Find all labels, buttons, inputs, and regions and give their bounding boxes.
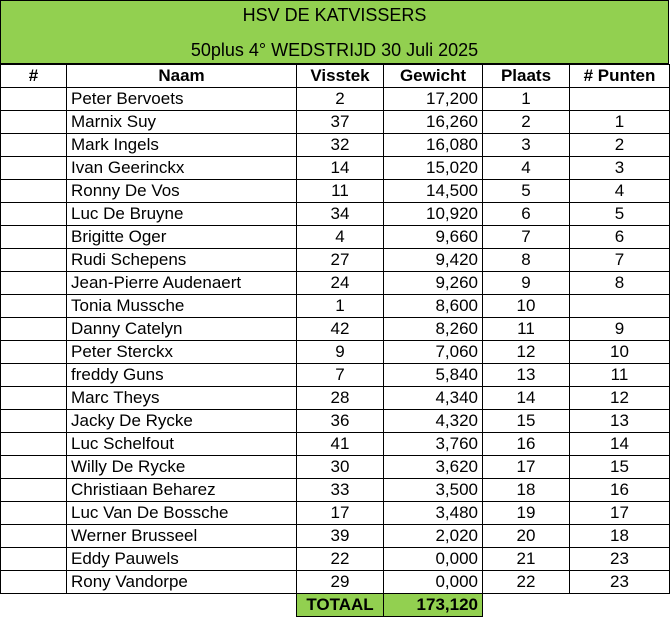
punten-cell: 2	[570, 134, 670, 157]
table-row	[1, 203, 670, 226]
angler-name: Jacky De Rycke	[67, 410, 297, 433]
punten-cell: 7	[570, 249, 670, 272]
row-num-cell	[1, 456, 67, 479]
angler-name: Willy De Rycke	[67, 456, 297, 479]
visstek-cell: 7	[297, 364, 384, 387]
gewicht-cell: 3,760	[384, 433, 483, 456]
row-num-cell	[1, 226, 67, 249]
visstek-cell: 2	[297, 88, 384, 111]
row-num-cell	[1, 410, 67, 433]
visstek-cell: 36	[297, 410, 384, 433]
punten-cell: 13	[570, 410, 670, 433]
punten-cell: 4	[570, 180, 670, 203]
col-header-punten: # Punten	[570, 65, 670, 88]
plaats-cell: 12	[483, 341, 570, 364]
gewicht-cell: 3,620	[384, 456, 483, 479]
plaats-cell: 4	[483, 157, 570, 180]
punten-cell: 10	[570, 341, 670, 364]
row-num-cell	[1, 341, 67, 364]
table-row	[1, 157, 670, 180]
row-num-cell	[1, 295, 67, 318]
angler-name: Brigitte Oger	[67, 226, 297, 249]
angler-name: Luc Schelfout	[67, 433, 297, 456]
plaats-cell: 7	[483, 226, 570, 249]
row-num-cell	[1, 88, 67, 111]
punten-cell: 23	[570, 571, 670, 594]
table-row	[1, 111, 670, 134]
plaats-cell: 3	[483, 134, 570, 157]
row-num-cell	[1, 502, 67, 525]
table-row	[1, 226, 670, 249]
visstek-cell: 9	[297, 341, 384, 364]
visstek-cell: 39	[297, 525, 384, 548]
punten-cell: 3	[570, 157, 670, 180]
plaats-cell: 20	[483, 525, 570, 548]
punten-cell: 11	[570, 364, 670, 387]
plaats-cell: 13	[483, 364, 570, 387]
angler-name: Ivan Geerinckx	[67, 157, 297, 180]
angler-name: Mark Ingels	[67, 134, 297, 157]
gewicht-cell: 4,340	[384, 387, 483, 410]
plaats-cell: 16	[483, 433, 570, 456]
table-row	[1, 134, 670, 157]
col-header-num: #	[1, 65, 67, 88]
angler-name: Werner Brusseel	[67, 525, 297, 548]
visstek-cell: 29	[297, 571, 384, 594]
row-num-cell	[1, 134, 67, 157]
visstek-cell: 37	[297, 111, 384, 134]
angler-name: Ronny De Vos	[67, 180, 297, 203]
visstek-cell: 30	[297, 456, 384, 479]
plaats-cell: 18	[483, 479, 570, 502]
table-row	[1, 479, 670, 502]
row-num-cell	[1, 272, 67, 295]
visstek-cell: 33	[297, 479, 384, 502]
angler-name: Rudi Schepens	[67, 249, 297, 272]
visstek-cell: 11	[297, 180, 384, 203]
gewicht-cell: 8,600	[384, 295, 483, 318]
punten-cell: 8	[570, 272, 670, 295]
visstek-cell: 28	[297, 387, 384, 410]
visstek-cell: 42	[297, 318, 384, 341]
punten-cell: 23	[570, 548, 670, 571]
angler-name: Peter Sterckx	[67, 341, 297, 364]
col-header-visstek: Visstek	[297, 65, 384, 88]
total-weight: 173,120	[384, 594, 483, 617]
visstek-cell: 32	[297, 134, 384, 157]
row-num-cell	[1, 111, 67, 134]
visstek-cell: 41	[297, 433, 384, 456]
gewicht-cell: 3,500	[384, 479, 483, 502]
gewicht-cell: 3,480	[384, 502, 483, 525]
club-title: HSV DE KATVISSERS	[242, 5, 427, 25]
table-row	[1, 410, 670, 433]
visstek-cell: 4	[297, 226, 384, 249]
col-header-plaats: Plaats	[483, 65, 570, 88]
gewicht-cell: 9,420	[384, 249, 483, 272]
punten-cell	[570, 88, 670, 111]
angler-name: Rony Vandorpe	[67, 571, 297, 594]
table-row	[1, 502, 670, 525]
plaats-cell: 10	[483, 295, 570, 318]
gewicht-cell: 17,200	[384, 88, 483, 111]
row-num-cell	[1, 203, 67, 226]
plaats-cell: 19	[483, 502, 570, 525]
gewicht-cell: 0,000	[384, 571, 483, 594]
punten-cell: 12	[570, 387, 670, 410]
table-row	[1, 548, 670, 571]
visstek-cell: 1	[297, 295, 384, 318]
plaats-cell: 11	[483, 318, 570, 341]
table-row	[1, 295, 670, 318]
table-row	[1, 272, 670, 295]
gewicht-cell: 8,260	[384, 318, 483, 341]
row-num-cell	[1, 479, 67, 502]
table-row	[1, 180, 670, 203]
punten-cell: 15	[570, 456, 670, 479]
gewicht-cell: 9,660	[384, 226, 483, 249]
row-num-cell	[1, 318, 67, 341]
punten-cell: 17	[570, 502, 670, 525]
gewicht-cell: 7,060	[384, 341, 483, 364]
row-num-cell	[1, 571, 67, 594]
angler-name: Luc De Bruyne	[67, 203, 297, 226]
plaats-cell: 15	[483, 410, 570, 433]
competition-subtitle: 50plus 4° WEDSTRIJD 30 Juli 2025	[190, 40, 479, 60]
col-header-gewicht: Gewicht	[384, 65, 483, 88]
plaats-cell: 5	[483, 180, 570, 203]
table-row	[1, 341, 670, 364]
gewicht-cell: 16,260	[384, 111, 483, 134]
plaats-cell: 9	[483, 272, 570, 295]
total-row	[1, 594, 670, 617]
gewicht-cell: 15,020	[384, 157, 483, 180]
punten-cell: 6	[570, 226, 670, 249]
angler-name: Peter Bervoets	[67, 88, 297, 111]
punten-cell: 16	[570, 479, 670, 502]
gewicht-cell: 0,000	[384, 548, 483, 571]
plaats-cell: 6	[483, 203, 570, 226]
row-num-cell	[1, 180, 67, 203]
gewicht-cell: 9,260	[384, 272, 483, 295]
angler-name: Luc Van De Bossche	[67, 502, 297, 525]
row-num-cell	[1, 249, 67, 272]
angler-name: Tonia Mussche	[67, 295, 297, 318]
punten-cell: 9	[570, 318, 670, 341]
total-label: TOTAAL	[297, 594, 384, 617]
punten-cell: 14	[570, 433, 670, 456]
gewicht-cell: 16,080	[384, 134, 483, 157]
plaats-cell: 17	[483, 456, 570, 479]
table-row	[1, 525, 670, 548]
plaats-cell: 8	[483, 249, 570, 272]
punten-cell: 1	[570, 111, 670, 134]
row-num-cell	[1, 548, 67, 571]
punten-cell: 5	[570, 203, 670, 226]
table-row	[1, 364, 670, 387]
visstek-cell: 14	[297, 157, 384, 180]
angler-name: Marc Theys	[67, 387, 297, 410]
visstek-cell: 34	[297, 203, 384, 226]
table-row	[1, 88, 670, 111]
plaats-cell: 1	[483, 88, 570, 111]
plaats-cell: 22	[483, 571, 570, 594]
angler-name: Jean-Pierre Audenaert	[67, 272, 297, 295]
gewicht-cell: 5,840	[384, 364, 483, 387]
row-num-cell	[1, 525, 67, 548]
visstek-cell: 24	[297, 272, 384, 295]
table-row	[1, 456, 670, 479]
row-num-cell	[1, 387, 67, 410]
angler-name: Marnix Suy	[67, 111, 297, 134]
angler-name: Danny Catelyn	[67, 318, 297, 341]
plaats-cell: 21	[483, 548, 570, 571]
table-row	[1, 571, 670, 594]
visstek-cell: 27	[297, 249, 384, 272]
visstek-cell: 22	[297, 548, 384, 571]
col-header-naam: Naam	[67, 65, 297, 88]
angler-name: freddy Guns	[67, 364, 297, 387]
plaats-cell: 14	[483, 387, 570, 410]
angler-name: Eddy Pauwels	[67, 548, 297, 571]
table-row	[1, 433, 670, 456]
table-row	[1, 249, 670, 272]
punten-cell: 18	[570, 525, 670, 548]
plaats-cell: 2	[483, 111, 570, 134]
row-num-cell	[1, 364, 67, 387]
row-num-cell	[1, 157, 67, 180]
table-row	[1, 387, 670, 410]
gewicht-cell: 2,020	[384, 525, 483, 548]
sheet-header	[0, 0, 669, 64]
punten-cell	[570, 295, 670, 318]
gewicht-cell: 4,320	[384, 410, 483, 433]
row-num-cell	[1, 433, 67, 456]
results-table	[0, 64, 670, 617]
gewicht-cell: 14,500	[384, 180, 483, 203]
gewicht-cell: 10,920	[384, 203, 483, 226]
angler-name: Christiaan Beharez	[67, 479, 297, 502]
visstek-cell: 17	[297, 502, 384, 525]
header-row	[1, 65, 670, 88]
table-row	[1, 318, 670, 341]
